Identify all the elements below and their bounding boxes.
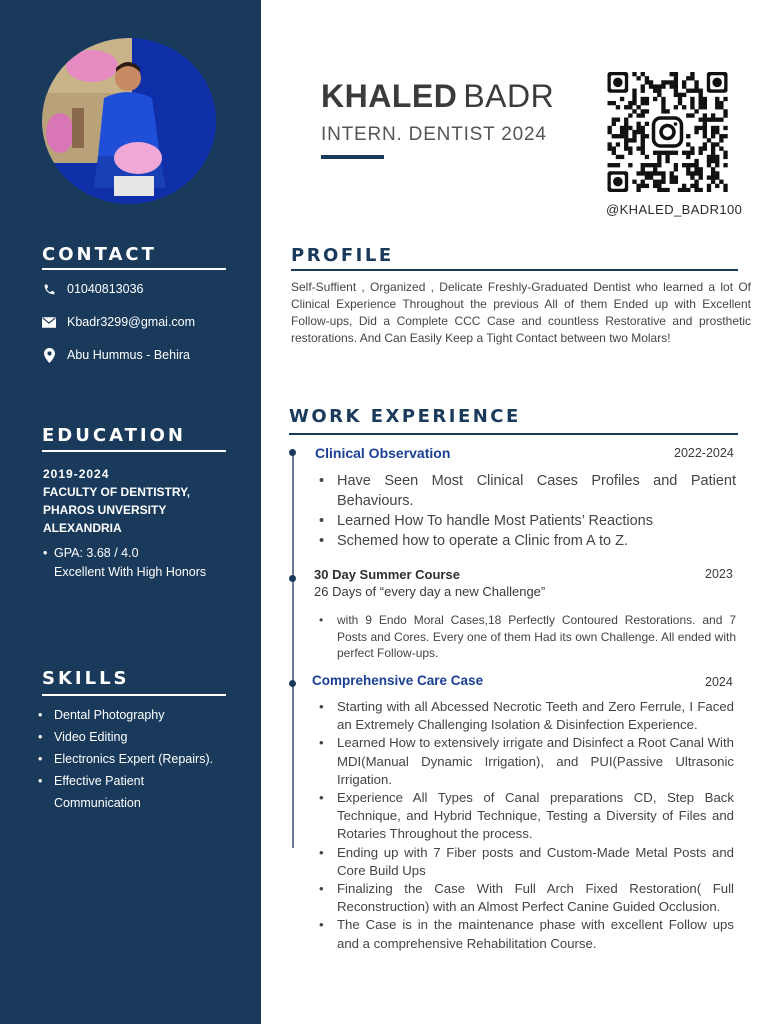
list-item: Communication xyxy=(54,796,141,810)
list-item: • Electronics Expert (Repairs). xyxy=(38,748,213,770)
list-item: • Have Seen Most Clinical Cases Profiles and Patient Behaviours. xyxy=(316,471,736,511)
education-gpa: • GPA: 3.68 / 4.0 Excellent With High Honors xyxy=(43,544,206,582)
email-address: Kbadr3299@gmai.com xyxy=(67,315,196,329)
education-divider xyxy=(42,450,226,452)
skills-list xyxy=(38,704,213,814)
job-title: Comprehensive Care Case xyxy=(312,673,484,688)
contact-divider xyxy=(42,268,226,270)
education-years: 2019-2024 xyxy=(43,467,110,481)
location-pin-icon xyxy=(42,348,56,362)
job-title: Clinical Observation xyxy=(315,445,451,461)
education-city: ALEXANDRIA xyxy=(43,521,122,535)
qr-code[interactable] xyxy=(605,72,730,192)
profile-text: Self-Suffient , Organized , Delicate Freshly-Graduated Dentist who learned a lot Of Clinical Experience Throughout the previous All of them Ended up with Excellent Follow-ups, Did a Complete CCC Case and countless Restorative and prosthetic restorations. And Can Easily Keep a Tight Contact between two Molars! xyxy=(291,280,751,345)
timeline-dot xyxy=(289,449,296,456)
instagram-icon xyxy=(651,115,685,149)
profile-heading: PROFILE xyxy=(291,245,394,266)
timeline-dot xyxy=(289,680,296,687)
contact-email xyxy=(42,314,195,330)
experience-divider xyxy=(289,433,738,435)
list-item: • Video Editing xyxy=(38,726,213,748)
timeline-dot xyxy=(289,575,296,582)
list-item: • Starting with all Abcessed Necrotic Teeth and Zero Ferrule, I Faced an Extremely Challenging Isolation & Disinfection Experience. xyxy=(316,698,734,734)
sidebar xyxy=(0,0,261,1024)
contact-location xyxy=(42,347,190,363)
job-date: 2024 xyxy=(705,675,733,689)
job-subtitle: 26 Days of “every day a new Challenge” xyxy=(314,584,546,599)
job-date: 2023 xyxy=(705,567,733,581)
job-bullets xyxy=(316,612,736,662)
skills-heading: SKILLS xyxy=(42,668,130,689)
location-text: Abu Hummus - Behira xyxy=(67,348,190,362)
list-item: • Ending up with 7 Fiber posts and Custom-Made Metal Posts and Core Build Ups xyxy=(316,844,734,880)
list-item: • Schemed how to operate a Clinic from A to Z. xyxy=(316,531,736,551)
job-bullets xyxy=(316,471,736,551)
title-accent-bar xyxy=(321,155,384,159)
last-name: BADR xyxy=(463,78,555,114)
experience-heading: WORK EXPERIENCE xyxy=(289,406,521,427)
skills-divider xyxy=(42,694,226,696)
profile-divider xyxy=(291,269,738,271)
job-title: 30 Day Summer Course xyxy=(314,567,460,582)
education-faculty: FACULTY OF DENTISTRY, xyxy=(43,485,191,499)
list-item: • with 9 Endo Moral Cases,18 Perfectly Contoured Restorations. and 7 Posts and Cores. Every one of them Had its own Challenge. All ended with perfect Follow-ups. xyxy=(316,612,736,662)
phone-number: 01040813036 xyxy=(67,282,144,296)
job-date: 2022-2024 xyxy=(674,446,734,460)
list-item: • Dental Photography xyxy=(38,704,213,726)
job-bullets xyxy=(316,698,734,953)
list-item: • Learned How To handle Most Patients’ Reactions xyxy=(316,511,736,531)
first-name: KHALED xyxy=(321,78,458,114)
list-item: • The Case is in the maintenance phase with excellent Follow ups and a comprehensive Rehabilitation Course. xyxy=(316,916,734,952)
job-title-header: INTERN. DENTIST 2024 xyxy=(321,124,547,145)
mail-icon xyxy=(42,315,56,329)
gpa-value: GPA: 3.68 / 4.0 xyxy=(54,546,139,560)
contact-phone xyxy=(42,281,143,297)
education-university: PHAROS UNVERSITY xyxy=(43,503,167,517)
profile-photo xyxy=(42,38,216,204)
timeline-line xyxy=(292,452,294,848)
contact-heading: CONTACT xyxy=(42,244,157,265)
list-item: • Learned How to extensively irrigate and Disinfect a Root Canal With MDI(Manual Dynamic Irrigation), and PUI(Passive Ultrasonic Irrigation. xyxy=(316,734,734,789)
honors-text: Excellent With High Honors xyxy=(54,565,207,579)
instagram-handle: @KHALED_BADR100 xyxy=(606,202,743,217)
list-item: • Experience All Types of Canal preparations CD, Step Back Technique, and Hybrid Technique, Testing a Diversity of Files and Rotaries Throughout the process. xyxy=(316,789,734,844)
list-item: • Effective Patient xyxy=(38,770,213,792)
education-heading: EDUCATION xyxy=(42,425,186,446)
full-name xyxy=(321,78,554,115)
list-item: • Finalizing the Case With Full Arch Fixed Restoration( Full Reconstruction) with an Almost Perfect Canine Guided Occlusion. xyxy=(316,880,734,916)
education-details xyxy=(43,465,190,537)
phone-icon xyxy=(42,282,56,296)
